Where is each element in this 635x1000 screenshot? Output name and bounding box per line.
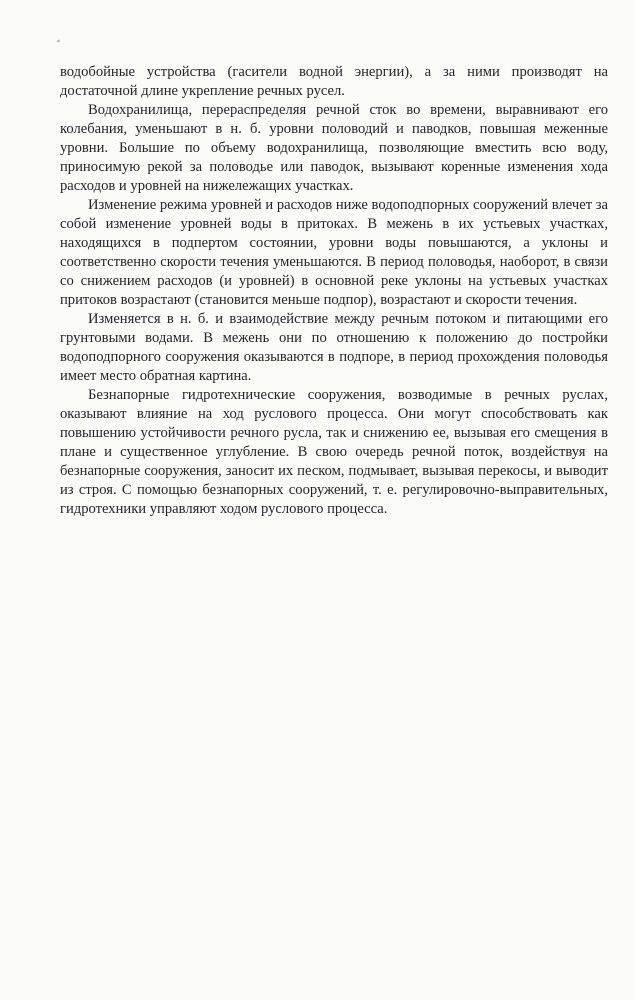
paragraph-non-pressure-structures: Безнапорные гидротехнические сооружения, возводимые в речных руслах, оказывают влияние на ход руслового процесса. Они могут способствовать как повышению устойчивости речного русла, так и снижению ее, вызывая его смещения в плане и существенное углубление. В свою очередь речной поток, воздействуя на безнапорные сооружения, заносит их песком, подмывает, вызывая перекосы, и выводит из строя. С помощью безнапорных сооружений, т. е. регулировочно-выправительных, гидротехники управляют ходом руслового процесса. — [60, 387, 608, 517]
paragraph-tributaries: Изменение режима уровней и расходов ниже водоподпорных сооружений влечет за собой изменение уровней воды в притоках. В межень в их устьевых участках, находящихся в подпертом состоянии, уровни воды повышаются, а уклоны и соответственно скорости течения уменьшаются. В период половодья, наоборот, в связи со снижением расходов (и уровней) в основной реке уклоны на устьевых участках притоков возрастают (становится меньше подпор), возрастают и скорости течения. — [60, 197, 608, 308]
paragraph-continuation: водобойные устройства (гасители водной энергии), а за ними производят на достаточной длине укрепление речных русел. — [60, 64, 608, 99]
paragraph-groundwater: Изменяется в н. б. и взаимодействие между речным потоком и питающими его грунтовыми водами. В межень они по отношению к положению до постройки водоподпорного сооружения оказываются в подпоре, в период прохождения половодья имеет место обратная картина. — [60, 311, 608, 384]
scan-speck — [57, 39, 61, 42]
paragraph-reservoirs: Водохранилища, перераспределяя речной сток во времени, выравнивают его колебания, уменьшают в н. б. уровни половодий и паводков, повышая меженные уровни. Большие по объему водохранилища, позволяющие вместить всю воду, приносимую рекой за половодье или паводок, вызывают коренные изменения хода расходов и уровней на нижележащих участках. — [60, 102, 608, 194]
body-text — [60, 63, 608, 519]
